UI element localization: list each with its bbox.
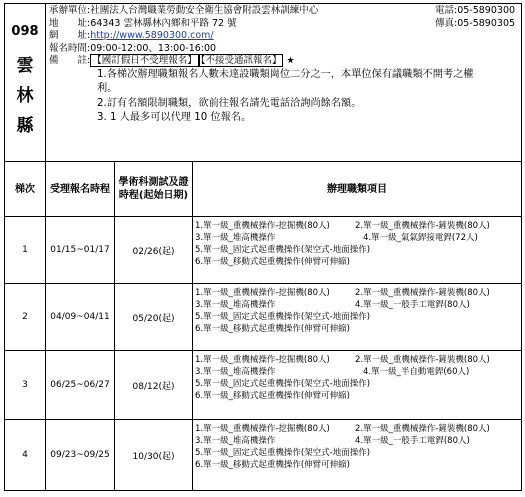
item-line xyxy=(195,323,519,335)
fax-info xyxy=(435,18,515,31)
item-line xyxy=(195,244,519,256)
item-text: 4.單一級_一般手工電銲(80人) xyxy=(355,436,470,446)
notes-list xyxy=(49,68,518,126)
job-items xyxy=(193,217,522,284)
region-cell xyxy=(5,4,46,162)
registration-sheet xyxy=(4,3,521,493)
header-batch: 梯次 xyxy=(5,162,46,217)
organizer-label: 承辦單位: xyxy=(49,5,91,16)
notes-row xyxy=(49,55,518,68)
header-items: 辦理職類項目 xyxy=(193,162,522,217)
center-info xyxy=(46,4,522,162)
item-line xyxy=(195,220,519,232)
item-text: 1.單一級_重機械操作-挖掘機(80人) xyxy=(195,424,330,434)
item-line xyxy=(195,390,519,402)
table-row xyxy=(5,284,522,351)
note-item: 1.各梯次辦理職類報名人數未達設職類崗位二分之一，本單位保有議職類不開考之權 xyxy=(97,68,474,80)
item-line xyxy=(195,299,519,311)
item-text: 4.單一級_一般手工電銲(80人) xyxy=(355,300,470,310)
notes-label: 備 註: xyxy=(49,55,91,66)
phone-number: 05-5890300 xyxy=(457,5,516,16)
item-line xyxy=(195,256,519,268)
organizer-name: 社團法人台灣職業勞動安全衛生協會附設雲林訓練中心 xyxy=(90,5,319,16)
batch-number: 2 xyxy=(5,284,46,351)
item-line xyxy=(195,447,519,459)
center-info-row xyxy=(5,4,522,162)
item-text: 3.單一級_堆高機操作 xyxy=(195,300,276,310)
fax-number: 05-5890305 xyxy=(457,17,516,29)
item-line xyxy=(195,423,519,435)
phone-info xyxy=(435,5,515,18)
item-text: 5.單一級_固定式起重機操作(架空式-地面操作) xyxy=(195,448,371,458)
website-link[interactable]: http://www.5890300.com/ xyxy=(90,30,214,41)
website-row xyxy=(49,30,518,43)
item-text: 3.單一級_堆高機操作 xyxy=(195,367,276,377)
hours-value: 09:00-12:00、13:00-16:00 xyxy=(90,42,217,54)
star-icon: ★ xyxy=(286,56,295,66)
item-text: 2.單一級_重機械操作-鏟裝機(80人) xyxy=(355,221,490,231)
item-text: 6.單一級_移動式起重機操作(伸臂可伸縮) xyxy=(195,460,350,470)
table-row xyxy=(5,351,522,420)
item-text: 4.單一級_氣氣銲接電銲(72人) xyxy=(363,233,478,243)
item-text: 2.單一級_重機械操作-鏟裝機(80人) xyxy=(355,288,490,298)
batch-number: 1 xyxy=(5,217,46,284)
note-item: 利。 xyxy=(97,83,118,94)
job-items xyxy=(193,351,522,420)
address-row xyxy=(49,18,518,31)
exam-start-date: 02/26(起) xyxy=(115,217,193,284)
item-line xyxy=(195,378,519,390)
table-row xyxy=(5,217,522,284)
item-text: 1.單一級_重機械操作-挖掘機(80人) xyxy=(195,355,330,365)
note-item: 3. 1 人最多可以代理 10 位報名。 xyxy=(97,112,252,123)
header-registration: 受理報名時程 xyxy=(46,162,115,217)
item-line xyxy=(195,354,519,366)
item-line xyxy=(195,435,519,447)
table-row xyxy=(5,420,522,491)
organizer-row xyxy=(49,5,518,18)
batch-number: 4 xyxy=(5,420,46,491)
item-text: 5.單一級_固定式起重機操作(架空式-地面操作) xyxy=(195,379,371,389)
address-value: 64343 雲林縣林內鄉和平路 72 號 xyxy=(90,17,237,29)
item-line xyxy=(195,287,519,299)
item-text: 3.單一級_堆高機操作 xyxy=(195,436,276,446)
item-text: 1.單一級_重機械操作-挖掘機(80人) xyxy=(195,221,330,231)
batch-number: 3 xyxy=(5,351,46,420)
item-text: 2.單一級_重機械操作-鏟裝機(80人) xyxy=(355,355,490,365)
item-text: 6.單一級_移動式起重機操作(伸臂可伸縮) xyxy=(195,391,350,401)
note-item: 2.訂有名額限制職類，欲前往報名請先電話洽詢尚餘名額。 xyxy=(97,97,362,109)
item-text: 5.單一級_固定式起重機操作(架空式-地面操作) xyxy=(195,245,371,255)
item-text: 2.單一級_重機械操作-鏟裝機(80人) xyxy=(355,424,490,434)
registration-period: 06/25~06/27 xyxy=(46,351,115,420)
item-line xyxy=(195,366,519,378)
region-code: 098 xyxy=(11,24,39,39)
item-text: 3.單一級_堆高機操作 xyxy=(195,233,276,243)
registration-period: 01/15~01/17 xyxy=(46,217,115,284)
registration-period: 09/23~09/25 xyxy=(46,420,115,491)
website-label: 網 址: xyxy=(49,30,91,41)
item-line xyxy=(195,459,519,471)
region-name-char: 林 xyxy=(16,86,34,106)
exam-start-date: 10/30(起) xyxy=(115,420,193,491)
note-tag-mail: 【不接受通訊報名】 xyxy=(200,55,282,66)
item-text: 6.單一級_移動式起重機操作(伸臂可伸縮) xyxy=(195,257,350,267)
column-header-row xyxy=(5,162,522,217)
exam-start-date: 05/20(起) xyxy=(115,284,193,351)
fax-label: 傳真: xyxy=(435,17,458,29)
header-exam: 學術科測試及證時程(起始日期) xyxy=(115,162,193,217)
phone-label: 電話: xyxy=(435,5,458,16)
region-name-char: 雲 xyxy=(16,56,34,76)
hours-label: 報名時間: xyxy=(49,42,91,54)
item-line xyxy=(195,311,519,323)
item-text: 5.單一級_固定式起重機操作(架空式-地面操作) xyxy=(195,312,371,322)
note-tag-holiday: 【國訂假日不受理報名】 xyxy=(92,55,197,66)
item-text: 6.單一級_移動式起重機操作(伸臂可伸縮) xyxy=(195,324,350,334)
job-items xyxy=(193,284,522,351)
address-label: 地 址: xyxy=(49,17,91,29)
exam-start-date: 08/12(起) xyxy=(115,351,193,420)
item-text: 1.單一級_重機械操作-挖掘機(80人) xyxy=(195,288,330,298)
item-line xyxy=(195,232,519,244)
item-text: 4.單一級_半自動電銲(60人) xyxy=(363,367,470,377)
registration-period: 04/09~04/11 xyxy=(46,284,115,351)
registration-table xyxy=(4,3,522,491)
region-name-char: 縣 xyxy=(16,116,34,136)
job-items xyxy=(193,420,522,491)
